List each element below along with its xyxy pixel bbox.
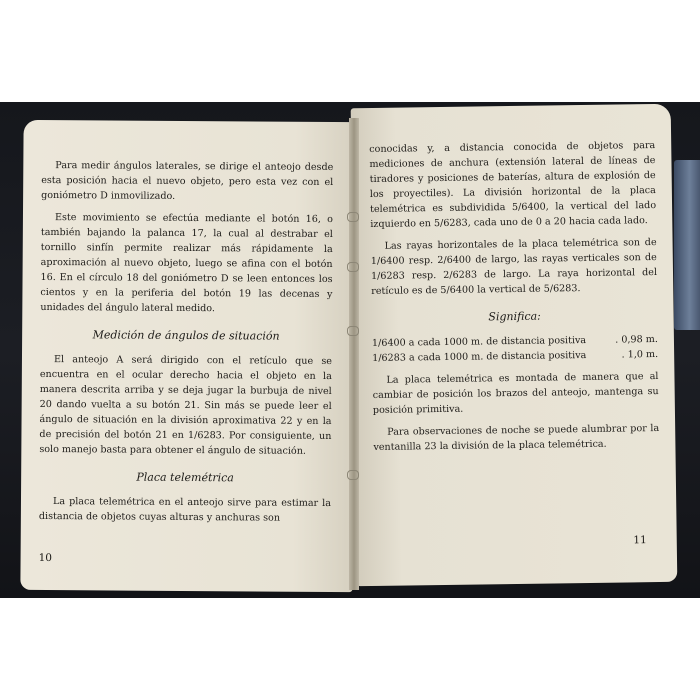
data-row-value: . 1,0 m. — [621, 348, 659, 361]
left-paragraph-4: La placa telemétrica en el anteojo sirve para estimar la distancia de objetos cuyas alturas y anchuras son — [38, 496, 332, 524]
left-page-text — [39, 158, 334, 533]
page-number-right: 11 — [633, 534, 647, 547]
book-spine — [349, 118, 359, 590]
left-page — [20, 120, 355, 592]
right-page — [351, 104, 678, 586]
staple — [347, 326, 359, 336]
data-row-text: 1/6283 a cada 1000 m. de distancia positiva — [372, 349, 587, 364]
right-paragraph-4: Para observaciones de noche se puede alumbrar por la ventanilla 23 la división de la placa telemétrica. — [373, 422, 660, 453]
data-row-text: 1/6400 a cada 1000 m. de distancia positiva — [371, 334, 587, 349]
right-paragraph-3: La placa telemétrica es montada de manera que al cambiar de posición los brazos del anteojo, mantenga su posición primitiva. — [372, 370, 659, 416]
right-paragraph-2: Las rayas horizontales de la placa telemétrica son de 1/6400 resp. 2/6400 de largo, las rayas verticales son de 1/6283 resp. 2/6283 de largo. La raya horizontal del retículo es de 5/6400 la vertical de 5/6283. — [370, 236, 658, 297]
staple — [347, 212, 359, 222]
page-number-left: 10 — [38, 551, 53, 565]
data-row-value: . 0,98 m. — [615, 333, 659, 346]
right-page-text — [369, 138, 659, 462]
staple — [347, 262, 359, 272]
section-heading-significa: Significa: — [488, 309, 541, 324]
section-heading-situacion: Medición de ángulos de situación — [92, 328, 280, 343]
left-paragraph-2: Este movimiento se efectúa mediante el botón 16, o también bajando la palanca 17, la cual al destrabar el tornillo sinfín permite realizar más rápidamente la aproximación al nuevo objeto, luego se afina con el botón 16. En el círculo 18 del goniómetro D se leen entonces los cientos y en la periferia del botón 19 las decenas y unidades del ángulo lateral medido. — [40, 212, 333, 315]
section-heading-placa: Placa telemétrica — [136, 470, 234, 485]
left-paragraph-3: El anteojo A será dirigido con el retículo que se encuentra en el ocular derecho hacia el objeto en la manera descrita arriba y se deja jugar la burbuja de nivel 20 dando vuelta a su botón 21. Sin más se puede leer el ángulo de situación en la división aproximativa 22 y en la de precisión del botón 21 en 1/6283. Por consiguiente, un solo manejo basta para obtener el ángulo de situación. — [39, 354, 333, 457]
right-paragraph-1: conocidas y, a distancia conocida de objetos para mediciones de anchura (extensión lateral de líneas de tiradores y posiciones de baterías, altura de explosión de los proyectiles). La división horizontal de la placa telemétrica es subdividida 5/6400, la vertical del lado izquierdo en 5/6283, cada uno de 0 a 20 hacia cada lado. — [369, 140, 657, 230]
background-object — [674, 160, 700, 330]
left-paragraph-1: Para medir ángulos laterales, se dirige el anteojo desde esta posición hacia el nuevo objeto, pero esta vez con el goniómetro D inmovilizado. — [41, 160, 334, 202]
data-row — [372, 347, 658, 366]
staple — [347, 470, 359, 480]
